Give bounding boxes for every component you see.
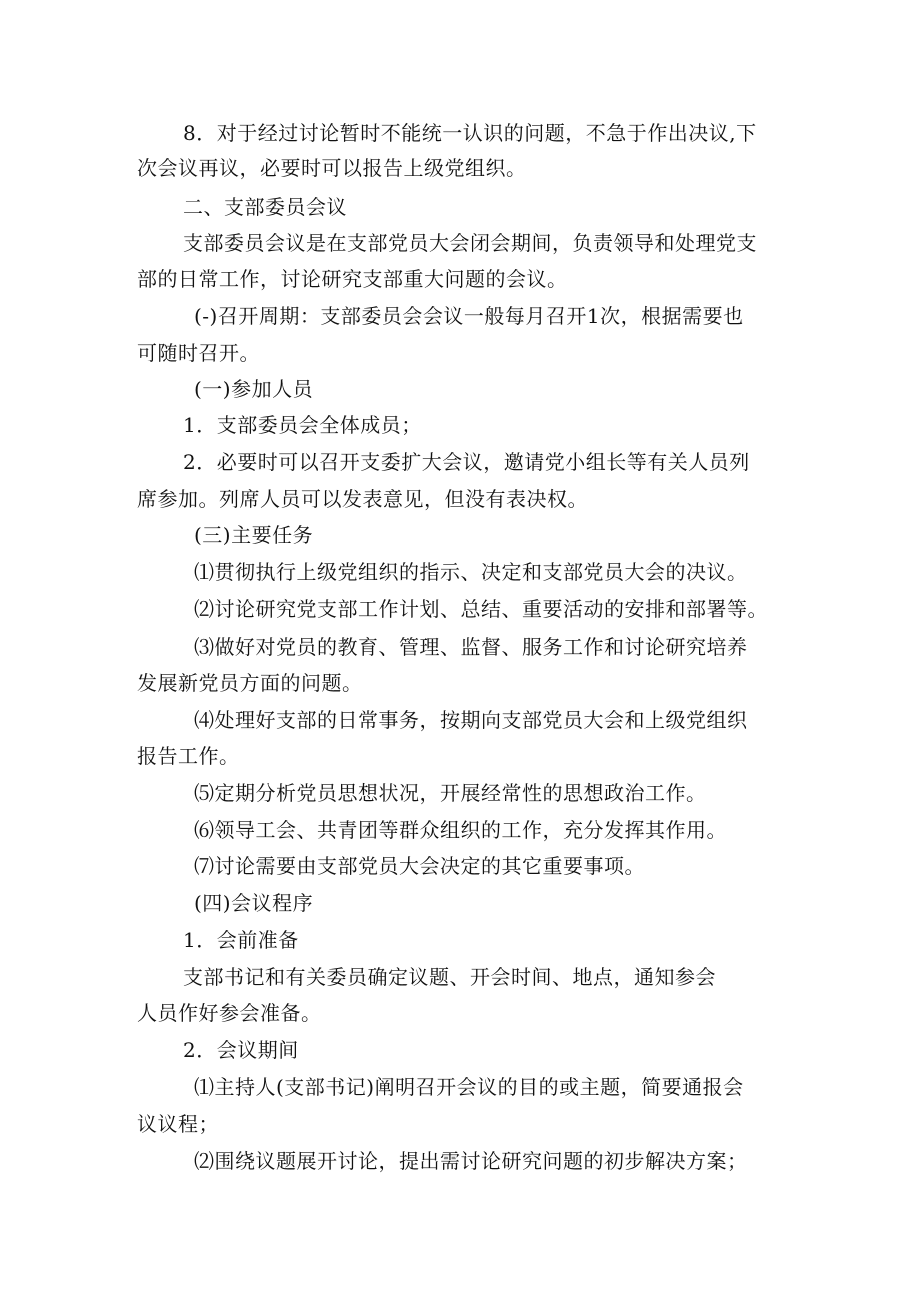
- text-line: 议议程；: [137, 1112, 219, 1136]
- text-line: ⑶做好对党员的教育、管理、监督、服务工作和讨论研究培养: [194, 635, 748, 659]
- text-line: ⑺讨论需要由支部党员大会决定的其它重要事项。: [194, 854, 645, 878]
- text-line: 2．必要时可以召开支委扩大会议，邀请党小组长等有关人员列: [183, 450, 750, 474]
- text-line: (三)主要任务: [194, 523, 314, 547]
- text-line: 支部委员会议是在支部党员大会闭会期间，负责领导和处理党支: [183, 231, 757, 255]
- text-line: ⑷处理好支部的日常事务，按期向支部党员大会和上级党组织: [194, 708, 748, 732]
- text-line: 部的日常工作，讨论研究支部重大问题的会议。: [137, 267, 568, 291]
- text-line: 1．支部委员会全体成员；: [183, 413, 422, 437]
- text-line: ⑴贯彻执行上级党组织的指示、决定和支部党员大会的决议。: [194, 560, 748, 584]
- text-line: 2．会议期间: [183, 1038, 299, 1062]
- text-line: 席参加。列席人员可以发表意见，但没有表决权。: [137, 487, 588, 511]
- text-line: (四)会议程序: [194, 891, 314, 915]
- text-line: ⑴主持人(支部书记)阐明召开会议的目的或主题，简要通报会: [194, 1075, 744, 1099]
- text-line: 报告工作。: [137, 744, 240, 768]
- text-line: 二、支部委员会议: [183, 195, 347, 219]
- text-line: 次会议再议，必要时可以报告上级党组织。: [137, 156, 527, 180]
- text-line: ⑵讨论研究党支部工作计划、总结、重要活动的安排和部署等。: [194, 597, 768, 621]
- text-line: 发展新党员方面的问题。: [137, 671, 363, 695]
- text-line: 可随时召开。: [137, 341, 260, 365]
- text-line: 人员作好参会准备。: [137, 1001, 322, 1025]
- text-line: ⑹领导工会、共青团等群众组织的工作，充分发挥其作用。: [194, 818, 727, 842]
- text-line: (一)参加人员: [194, 377, 314, 401]
- text-line: 支部书记和有关委员确定议题、开会时间、地点，通知参会: [183, 965, 716, 989]
- text-line: (-)召开周期：支部委员会会议一般每月召开1次，根据需要也: [194, 304, 744, 328]
- text-line: 8．对于经过讨论暂时不能统一认识的问题，不急于作出决议,下: [183, 121, 757, 145]
- text-line: ⑸定期分析党员思想状况，开展经常性的思想政治工作。: [194, 781, 707, 805]
- text-line: 1．会前准备: [183, 928, 299, 952]
- text-line: ⑵围绕议题展开讨论，提出需讨论研究问题的初步解决方案；: [194, 1149, 748, 1173]
